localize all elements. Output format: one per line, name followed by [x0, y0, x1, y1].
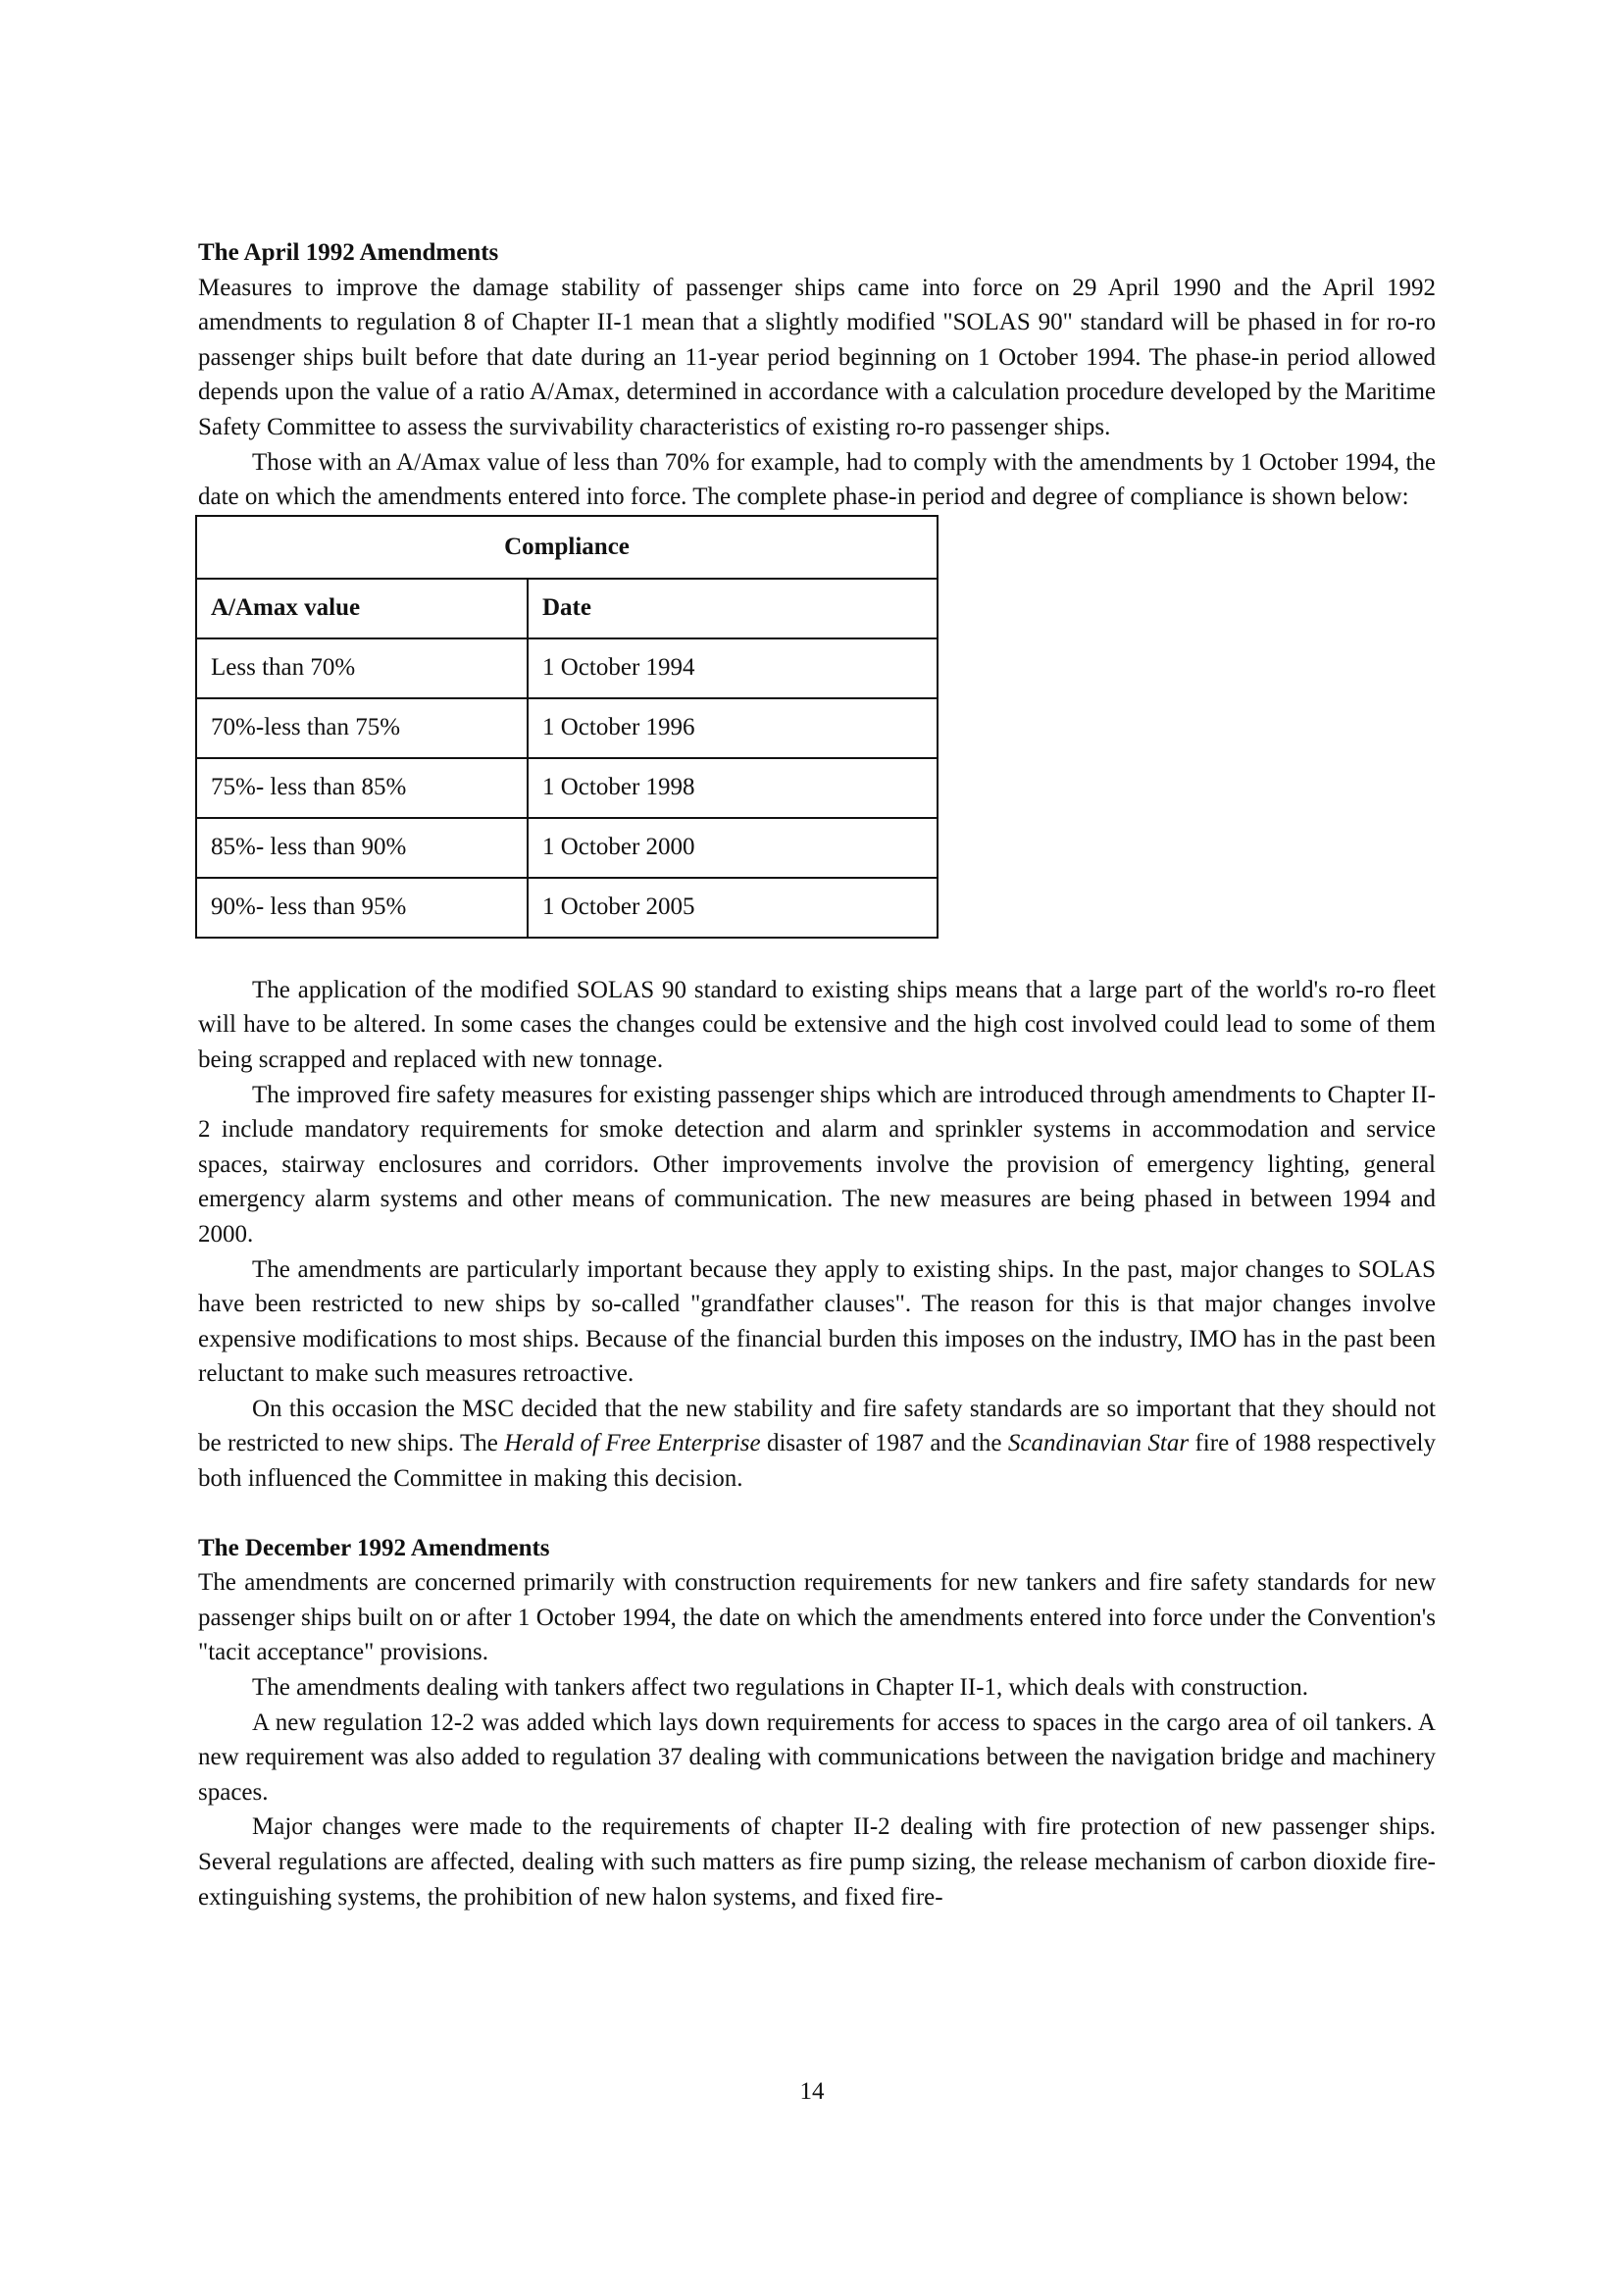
table-header-row	[196, 579, 938, 638]
page-body	[198, 235, 1436, 1914]
table-cell: 1 October 2005	[528, 878, 938, 938]
paragraph: The amendments are concerned primarily with construction requirements for new tankers and fire safety standards for new passenger ships built on or after 1 October 1994, the date on which the amendments entered into force under the Convention's "tacit acceptance" provisions.	[198, 1569, 1436, 1666]
paragraph: The amendments are particularly important because they apply to existing ships. In the past, major changes to SOLAS have been restricted to new ships by so-called "grandfather clauses". The reason for this is that major changes involve expensive modifications to most ships. Because of the financial burden this imposes on the industry, IMO has in the past been reluctant to make such measures retroactive.	[198, 1255, 1436, 1388]
paragraph: The amendments dealing with tankers affect two regulations in Chapter II-1, which deals with construction.	[252, 1674, 1309, 1702]
table-cell: 90%- less than 95%	[196, 878, 528, 938]
paragraph: The application of the modified SOLAS 90 standard to existing ships means that a large part of the world's ro-ro fleet will have to be altered. In some cases the changes could be extensive and the high cost involved could lead to some of them being scrapped and replaced with new tonnage.	[198, 976, 1436, 1073]
table-caption: Compliance	[196, 516, 938, 579]
paragraph: The improved fire safety measures for existing passenger ships which are introduced through amendments to Chapter II-2 include mandatory requirements for smoke detection and alarm and sprinkler systems in accommodation and service spaces, stairway enclosures and corridors. Other improvements involve the provision of emergency lighting, general emergency alarm systems and other means of communication. The new measures are being phased in between 1994 and 2000.	[198, 1081, 1436, 1248]
table-row	[196, 818, 938, 878]
spacer	[198, 939, 1436, 973]
table-row	[196, 758, 938, 818]
table-row	[196, 698, 938, 758]
compliance-table	[195, 515, 939, 939]
spacer	[198, 1497, 1436, 1531]
table-cell: 75%- less than 85%	[196, 758, 528, 818]
page-number: 14	[799, 2078, 825, 2105]
table-cell: 85%- less than 90%	[196, 818, 528, 878]
table-cell: 1 October 1994	[528, 638, 938, 698]
table-cell: Less than 70%	[196, 638, 528, 698]
paragraph: Those with an A/Amax value of less than 70% for example, had to comply with the amendments by 1 October 1994, the date on which the amendments entered into force. The complete phase-in period and degree of compliance is shown below:	[198, 448, 1436, 511]
table-row	[196, 638, 938, 698]
section-heading-december-1992: The December 1992 Amendments	[198, 1534, 550, 1561]
table-caption-row	[196, 516, 938, 579]
section-heading-april-1992: The April 1992 Amendments	[198, 239, 499, 266]
ship-name-herald: Herald of Free Enterprise	[504, 1430, 761, 1457]
ship-name-scandinavian-star: Scandinavian Star	[1007, 1430, 1190, 1457]
table-cell: 70%-less than 75%	[196, 698, 528, 758]
text-run: fire of 1988 respectively both influenced the Committee in making this decision.	[198, 1430, 1437, 1493]
text-run: disaster of 1987 and the	[760, 1430, 1008, 1457]
table-cell: 1 October 2000	[528, 818, 938, 878]
paragraph: Measures to improve the damage stability of passenger ships came into force on 29 April 1990 and the April 1992 amendments to regulation 8 of Chapter II-1 mean that a slightly modified "SOLAS 90" standard will be phased in for ro-ro passenger ships built before that date during an 11-year period beginning on 1 October 1994. The phase-in period allowed depends upon the value of a ratio A/Amax, determined in accordance with a calculation procedure developed by the Maritime Safety Committee to assess the survivability characteristics of existing ro-ro passenger ships.	[198, 274, 1436, 440]
column-header-amax: A/Amax value	[196, 579, 528, 638]
table-cell: 1 October 1998	[528, 758, 938, 818]
column-header-date: Date	[528, 579, 938, 638]
paragraph: Major changes were made to the requirements of chapter II-2 dealing with fire protection of new passenger ships. Several regulations are affected, dealing with such matters as fire pump sizing, the release mechanism of carbon dioxide fire-extinguishing systems, the prohibition of new halon systems, and fixed fire-	[198, 1813, 1436, 1911]
table-cell: 1 October 1996	[528, 698, 938, 758]
text-run: On this occasion the MSC decided that the new stability and fire safety standards are so important that they should not be restricted to new ships. The	[198, 1395, 1436, 1457]
table-row	[196, 878, 938, 938]
paragraph	[198, 1392, 1436, 1497]
paragraph: A new regulation 12-2 was added which lays down requirements for access to spaces in the cargo area of oil tankers. A new requirement was also added to regulation 37 dealing with communications between the navigation bridge and machinery spaces.	[198, 1708, 1436, 1806]
